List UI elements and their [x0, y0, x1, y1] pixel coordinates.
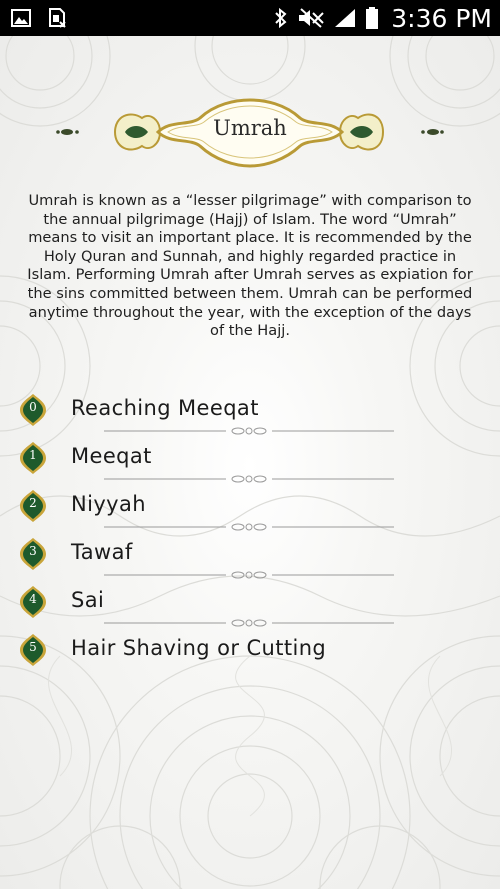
step-label: Meeqat	[71, 444, 152, 468]
bluetooth-icon	[273, 6, 289, 30]
list-item[interactable]	[0, 484, 500, 532]
step-number: 2	[29, 496, 37, 510]
list-item[interactable]	[0, 388, 500, 436]
battery-icon	[365, 6, 379, 30]
step-label: Hair Shaving or Cutting	[71, 636, 327, 660]
description-text: Umrah is known as a “lesser pilgrimage” with comparison to the annual pilgrimage (Hajj) of Islam. The word “Umrah” means to visit an important place. It is recommended by the Holy Quran and Sunnah, and highly regarded practice in Islam. Performing Umrah after Umrah serves as expiation for the sins committed between them. Umrah can be performed anytime throughout the year, with the exception of the days of the Hajj.	[27, 192, 473, 340]
signal-icon	[333, 7, 357, 29]
step-number: 5	[29, 640, 37, 654]
mute-icon	[297, 7, 325, 29]
list-item[interactable]	[0, 436, 500, 484]
step-number: 1	[29, 448, 37, 462]
list-item[interactable]	[0, 628, 500, 676]
step-number: 3	[29, 544, 37, 558]
page-title: Umrah	[213, 116, 287, 140]
gallery-icon	[10, 7, 32, 29]
sim-card-icon	[46, 7, 68, 29]
list-item[interactable]	[0, 580, 500, 628]
step-label: Reaching Meeqat	[71, 396, 259, 420]
status-time: 3:36 PM	[391, 3, 492, 33]
step-label: Niyyah	[71, 492, 146, 516]
step-number: 0	[29, 400, 37, 414]
step-label: Sai	[71, 588, 105, 612]
step-label: Tawaf	[71, 540, 133, 564]
step-number: 4	[29, 592, 37, 606]
list-item[interactable]	[0, 532, 500, 580]
main-content	[0, 36, 500, 889]
status-bar	[0, 0, 500, 36]
